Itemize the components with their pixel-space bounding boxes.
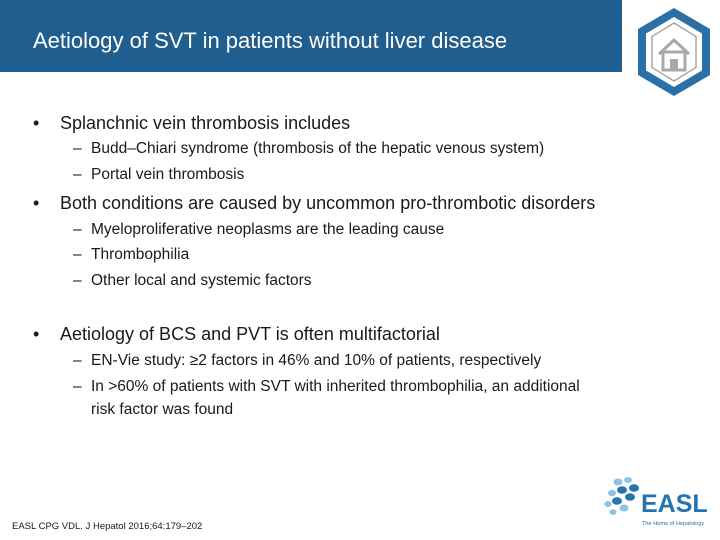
sub-text: Budd–Chiari syndrome (thrombosis of the hepatic venous system) xyxy=(91,140,545,157)
slide-title: Aetiology of SVT in patients without liver disease xyxy=(33,28,508,53)
sub-marker: – xyxy=(73,272,82,289)
bullet-marker: • xyxy=(33,324,40,344)
sub-text: Myeloproliferative neoplasms are the leading cause xyxy=(91,221,445,238)
sub-marker: – xyxy=(73,166,82,183)
logo-tagline: The Home of Hepatology xyxy=(642,521,705,527)
bullet-marker: • xyxy=(33,113,40,133)
sub-marker: – xyxy=(73,140,82,157)
sub-marker: – xyxy=(73,352,82,369)
sub-bullet-3-2-continuation: risk factor was found xyxy=(91,401,234,418)
sub-text: Other local and systemic factors xyxy=(91,272,312,289)
sub-marker: – xyxy=(73,246,82,263)
sub-marker: – xyxy=(73,378,82,395)
sub-text: EN-Vie study: ≥2 factors in 46% and 10% of patients, respectively xyxy=(91,352,542,369)
bullet-text: Splanchnic vein thrombosis includes xyxy=(60,113,351,133)
logo-dots xyxy=(604,477,639,515)
logo-graphic xyxy=(604,474,716,530)
easl-logo xyxy=(604,474,716,530)
bullet-text: Aetiology of BCS and PVT is often multifactorial xyxy=(60,324,440,344)
sub-text: Portal vein thrombosis xyxy=(91,166,245,183)
citation: EASL CPG VDL. J Hepatol 2016;64:179–202 xyxy=(12,521,203,532)
bullet-marker: • xyxy=(33,193,40,213)
sub-text: In >60% of patients with SVT with inherited thrombophilia, an additional xyxy=(91,378,580,395)
sub-text: Thrombophilia xyxy=(91,246,190,263)
logo-wordmark: EASL xyxy=(641,490,708,518)
sub-marker: – xyxy=(73,221,82,238)
bullet-text: Both conditions are caused by uncommon pro-thrombotic disorders xyxy=(60,193,596,213)
